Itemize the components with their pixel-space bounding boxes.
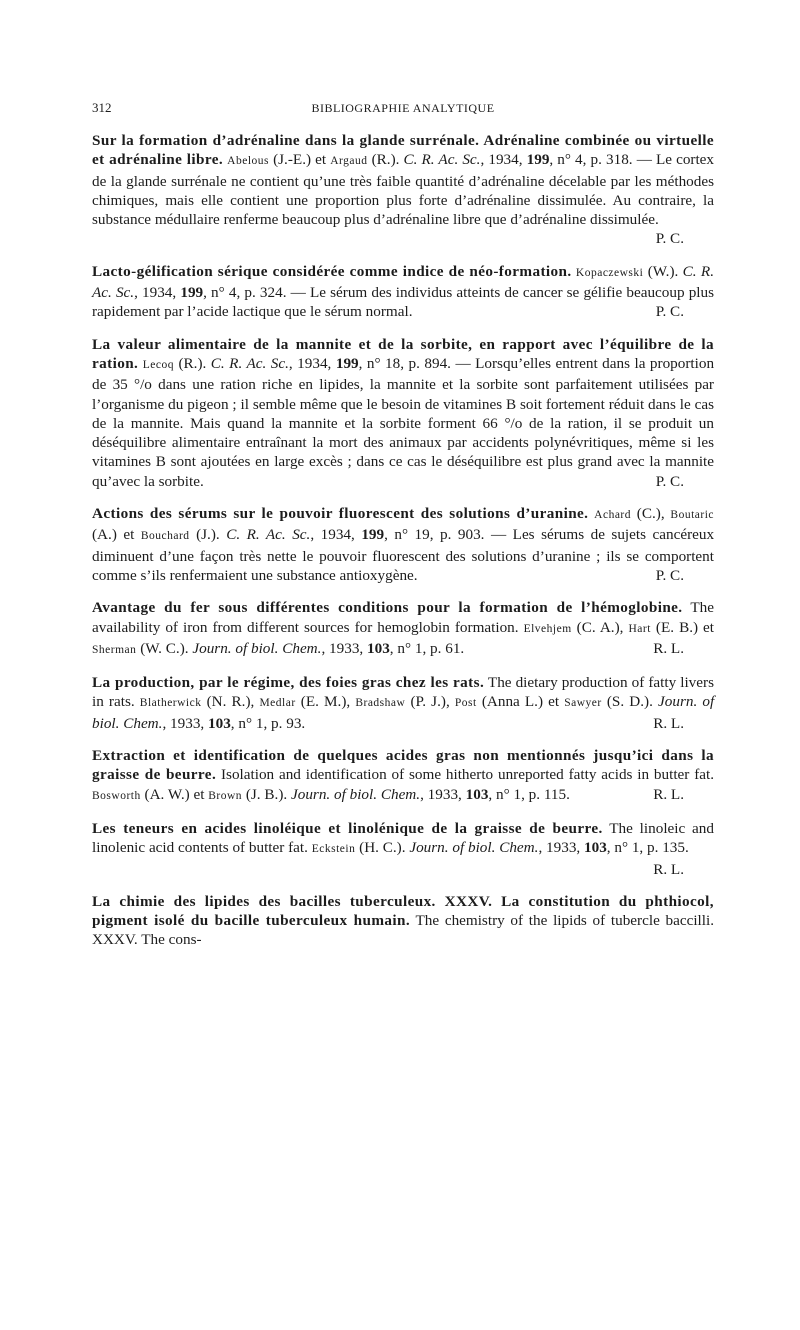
journal-volume: 103 <box>367 639 390 657</box>
author-initials: (N. R.), <box>206 693 255 711</box>
english-title: The dietary production of fatty livers in rats. <box>92 674 714 711</box>
reviewer-signature: P. C. <box>655 303 684 321</box>
author-initials: (J.-E.) et <box>273 151 327 169</box>
journal-year: , 1933, <box>321 639 364 657</box>
journal-year: , 1933, <box>420 785 462 803</box>
reviewer-signature: R. L. <box>653 785 684 803</box>
author-name: Bosworth <box>92 789 141 802</box>
reviewer-signature: P. C. <box>655 566 684 584</box>
author-name: Bradshaw <box>355 697 406 710</box>
author-initials: (J. B.). <box>245 785 288 803</box>
journal-name: C. R. Ac. Sc. <box>403 151 481 169</box>
author-name: Argaud <box>330 155 368 168</box>
entry-title: Lacto-gélification sérique considérée comme indice de néo-formation. <box>92 262 572 280</box>
reviewer-signature: R. L. <box>653 860 684 878</box>
bibliography-entry <box>92 131 714 249</box>
journal-name: Journ. of biol. Chem. <box>409 839 539 857</box>
author-name: Kopaczewski <box>575 266 644 279</box>
author-name: Brown <box>208 789 243 802</box>
journal-year: , 1933, <box>162 714 205 732</box>
author-initials: (A.) et <box>92 526 135 544</box>
abstract: — Le cortex de la glande surrénale ne contient qu’une très faible quantité d’adrénaline décelable par les méthodes chimiques, mais elle contient une proportion plus forte d’adrénaline dissimulée. Au contraire, la substance médullaire renferme beaucoup plus d’adrénaline libre que d’adrénaline dissimulée. <box>92 151 715 229</box>
bibliography-entry <box>92 892 714 950</box>
author-name: Medlar <box>259 697 296 710</box>
author-name: Bouchard <box>140 530 190 543</box>
author-initials: (E. B.) et <box>655 618 715 636</box>
journal-name: Journ. of biol. Chem. <box>192 639 322 657</box>
bibliography-entry <box>92 262 714 322</box>
bibliography-entry <box>92 746 714 806</box>
author-name: Boutaric <box>670 509 715 522</box>
author-initials: (C. A.), <box>576 618 624 636</box>
page-header <box>92 100 714 122</box>
author-initials: (E. M.), <box>300 693 351 711</box>
document-page <box>92 100 714 950</box>
bibliography-entry <box>92 335 714 491</box>
journal-year: , 1934, <box>310 526 355 544</box>
journal-name: C. R. Ac. Sc. <box>92 262 714 302</box>
journal-name: C. R. Ac. Sc. <box>210 354 289 372</box>
author-name: Abelous <box>227 155 269 168</box>
journal-name: Journ. of biol. Chem. <box>92 693 715 732</box>
running-head: BIBLIOGRAPHIE ANALYTIQUE <box>311 101 495 115</box>
english-title: Isolation and identification of some hitherto unreported fatty acids in butter fat. <box>220 766 715 784</box>
author-name: Elvehjem <box>523 622 572 635</box>
journal-volume: 199 <box>526 151 550 169</box>
entry-title: Extraction et identification de quelques acides gras non mentionnés jusqu’ici dans la graisse de beurre. <box>92 747 714 784</box>
author-initials: (P. J.), <box>410 693 450 711</box>
reviewer-signature: R. L. <box>653 714 684 732</box>
reviewer-signature: P. C. <box>655 472 684 490</box>
entry-title: Actions des sérums sur le pouvoir fluorescent des solutions d’uranine. <box>92 505 589 523</box>
journal-volume: 103 <box>584 839 607 857</box>
journal-issue: , n° 19, p. 903. <box>384 526 485 544</box>
journal-name: Journ. of biol. Chem. <box>290 785 421 803</box>
author-name: Achard <box>594 509 632 522</box>
entry-title: La production, par le régime, des foies gras chez les rats. <box>92 674 485 692</box>
author-initials: (W. C.). <box>140 639 189 657</box>
entry-title: Avantage du fer sous différentes conditions pour la formation de l’hémoglobine. <box>92 599 683 617</box>
english-title: The availability of iron from different sources for hemoglobin formation. <box>92 599 714 636</box>
abstract: — Le sérum des individus atteints de cancer se gélifie beaucoup plus rapidement par l’acide lactique que le sérum normal. <box>92 284 715 321</box>
journal-volume: 199 <box>180 284 204 302</box>
author-name: Blatherwick <box>139 697 202 710</box>
journal-volume: 199 <box>361 526 385 544</box>
journal-volume: 103 <box>465 785 489 803</box>
author-initials: (W.). <box>647 262 679 280</box>
journal-issue: , n° 1, p. 115. <box>488 785 570 803</box>
journal-year: , 1934, <box>480 151 523 169</box>
bibliography-entry <box>92 819 714 879</box>
author-initials: (Anna L.) et <box>481 693 560 711</box>
author-initials: (R.). <box>371 151 400 169</box>
journal-issue: , n° 4, p. 324. <box>203 284 287 302</box>
english-title: The chemistry of the lipids of tubercle baccilli. XXXV. The cons- <box>92 912 715 949</box>
author-name: Eckstein <box>311 843 356 856</box>
journal-name: C. R. Ac. Sc. <box>226 526 311 544</box>
abstract: — Les sérums de sujets cancéreux diminuent d’une façon très nette le pouvoir fluorescent des solutions d’uranine ; ils se comportent comme s’ils renfermaient une substance antioxygène. <box>92 526 715 584</box>
entry-title: La valeur alimentaire de la mannite et de la sorbite, en rapport avec l’équilibre de la ration. <box>92 335 714 372</box>
journal-issue: , n° 1, p. 135. <box>606 839 689 857</box>
entry-title: Les teneurs en acides linoléique et linolénique de la graisse de beurre. <box>92 819 603 837</box>
author-initials: (H. C.). <box>359 839 406 857</box>
author-name: Post <box>454 697 477 710</box>
author-initials: (J.). <box>196 526 220 544</box>
journal-volume: 103 <box>208 714 231 732</box>
english-title: The linoleic and linolenic acid contents of butter fat. <box>92 819 714 857</box>
bibliography-entry <box>92 598 714 660</box>
entry-title: Sur la formation d’adrénaline dans la glande surrénale. Adrénaline combinée ou virtuelle et adrénaline libre. <box>92 132 714 169</box>
author-name: Sawyer <box>564 697 602 710</box>
journal-year: , 1934, <box>134 284 177 302</box>
author-initials: (R.). <box>178 354 207 372</box>
journal-volume: 199 <box>335 354 359 372</box>
journal-year: , 1934, <box>288 354 332 372</box>
author-initials: (S. D.). <box>606 693 653 711</box>
journal-issue: , n° 1, p. 61. <box>389 639 465 657</box>
journal-year: , 1933, <box>538 839 581 857</box>
author-name: Hart <box>628 622 651 635</box>
author-initials: (C.), <box>636 505 665 523</box>
bibliography-entry <box>92 673 714 733</box>
author-name: Lecoq <box>142 358 174 371</box>
page-number: 312 <box>92 100 112 115</box>
reviewer-signature: P. C. <box>655 230 684 248</box>
author-name: Sherman <box>92 643 137 656</box>
bibliography-entry <box>92 504 714 585</box>
abstract: — Lorsqu’elles entrent dans la proportion de 35 °/o dans une ration riche en lipides, la mannite et la sorbite sont parfaitement utilisées par l’organisme du pigeon ; il semble même que le besoin de vitamines B soit fortement réduit dans le cas de la mannite. Mais quand la mannite et la sorbite forment 66 °/o de la ration, il se produit un déséquilibre alimentaire entraînant la mort des animaux par accidents polynévritiques, même si les vitamines B sont ajoutées en large excès ; dans ce cas le déséquilibre est plus grand avec la mannite qu’avec la sorbite. <box>92 354 715 490</box>
author-initials: (A. W.) et <box>144 785 205 803</box>
journal-issue: , n° 1, p. 93. <box>230 714 306 732</box>
journal-issue: , n° 4, p. 318. <box>549 151 633 169</box>
journal-issue: , n° 18, p. 894. <box>358 354 451 372</box>
entry-title: La chimie des lipides des bacilles tuberculeux. XXXV. La constitution du phthiocol, pigment isolé du bacille tuberculeux humain. <box>92 892 714 930</box>
reviewer-signature: R. L. <box>653 639 684 657</box>
